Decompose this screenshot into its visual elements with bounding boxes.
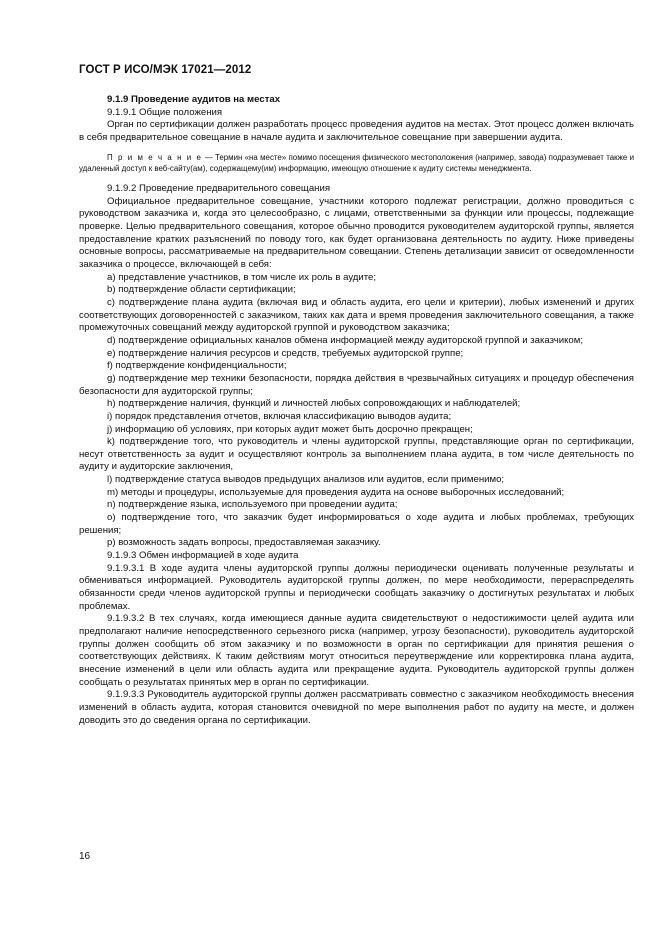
subsection-heading-9-1-9-3: 9.1.9.3 Обмен информацией в ходе аудита bbox=[107, 550, 299, 562]
list-item: j) информацию об условиях, при которых аудит может быть досрочно прекращен; bbox=[107, 423, 473, 435]
list-item: b) подтверждение области сертификации; bbox=[107, 284, 296, 296]
list-item: a) представление участников, в том числе их роль в аудите; bbox=[107, 271, 377, 283]
paragraph-9-1-9-3-3: 9.1.9.3.3 Руководитель аудиторской группы должен рассматривать совместно с заказчиком необходимость внесения изменений в область аудита, которая становится очевидной по мере выполнения работ по аудиту на месте, и должен доводить это до сведения органа по сертификации. bbox=[79, 689, 634, 726]
list-item: i) порядок представления отчетов, включая классификацию выводов аудита; bbox=[107, 410, 452, 422]
document-body bbox=[79, 94, 634, 727]
page-header: ГОСТ Р ИСО/МЭК 17021—2012 bbox=[79, 64, 252, 76]
list-item: f) подтверждение конфиденциальности; bbox=[107, 360, 287, 372]
list-item: c) подтверждение плана аудита (включая вид и область аудита, его цели и критерии), любых изменений и других соответствующих договоренностей с заказчиком, таких как дата и время проведения заключительного совещания, а также промежуточных совещаний между аудиторской группой и руководством заказчика; bbox=[79, 296, 634, 334]
note-label: П р и м е ч а н и е bbox=[107, 152, 203, 162]
list-item: h) подтверждение наличия, функций и личностей любых сопровождающих и наблюдателей; bbox=[107, 398, 521, 410]
list-item: e) подтверждение наличия ресурсов и средств, требуемых аудиторской группе; bbox=[107, 347, 464, 359]
paragraph-9-1-9-3-1: 9.1.9.3.1 В ходе аудита члены аудиторской группы должны периодически оценивать полученные результаты и обмениваться информацией. Руководитель аудиторской группы должен, по мере необходимости, перераспределять обязанности среди членов аудиторской группы и периодически сообщать заказчику о достигнутых результатах и любых проблемах. bbox=[79, 562, 634, 612]
list-item: m) методы и процедуры, используемые для проведения аудита на основе выборочных исследований; bbox=[107, 486, 565, 498]
list-item: l) подтверждение статуса выводов предыдущих анализов или аудитов, если применимо; bbox=[107, 474, 505, 486]
section-heading-9-1-9: 9.1.9 Проведение аудитов на местах bbox=[107, 94, 281, 105]
subsection-heading-9-1-9-2: 9.1.9.2 Проведение предварительного совещания bbox=[107, 183, 331, 195]
list-item: g) подтверждение мер техники безопасности, порядка действия в чрезвычайных ситуациях и процедур обеспечения безопасности для аудиторской группы; bbox=[79, 372, 634, 397]
list-item: n) подтверждение языка, используемого при проведении аудита; bbox=[107, 499, 398, 511]
note-text: — Термин «на месте» помимо посещения физического местоположения (например, завода) подразумевает также и удаленный доступ к веб-сайту(ам), содержащему(им) информацию, имеющую отношение к аудиту системы менеджмента. bbox=[79, 152, 634, 173]
paragraph-9-1-9-3-2: 9.1.9.3.2 В тех случаях, когда имеющиеся данные аудита свидетельствуют о недостижимости целей аудита или предполагают наличие непосредственного серьезного риска (например, угрозу безопасности), руководитель аудиторской группы должен сообщить об этом заказчику и по возможности в орган по сертификации для принятия решения о соответствующих действиях. К таким действиям могут относиться переутверждение или корректировка плана аудита, внесение изменений в цели или область аудита или прекращение аудита. Руководитель аудиторской группы должен сообщать о результатах принятых мер в орган по сертификации. bbox=[79, 613, 634, 688]
paragraph-general: Орган по сертификации должен разработать процесс проведения аудитов на местах. Этот процесс должен включать в себя предварительное совещание в начале аудита и заключительное совещание при завершении аудита. bbox=[79, 119, 634, 143]
list-item: p) возможность задать вопросы, предоставляемая заказчику. bbox=[107, 537, 381, 549]
paragraph-opening-meeting: Официальное предварительное совещание, участники которого подлежат регистрации, должно проводиться с руководством заказчика и, когда это целесообразно, с лицами, ответственными за функции или процессы, подлежащие проверке. Целью предварительного совещания, которое обычно проводится руководителем аудиторской группы, является предоставление кратких разъяснений по поводу того, как будет организована деятельность по аудиту. Ниже приведены основные вопросы, рассматриваемые на предварительном совещании. Степень детализации зависит от осведомленности заказчика о процессе, включающей в себя: bbox=[79, 195, 634, 270]
list-item: o) подтверждение того, что заказчик будет информироваться о ходе аудита и любых проблемах, требующих решения; bbox=[79, 512, 634, 536]
list-item: d) подтверждение официальных каналов обмена информацией между аудиторской группой и заказчиком; bbox=[107, 334, 583, 346]
page-number: 16 bbox=[79, 851, 91, 862]
list-item: k) подтверждение того, что руководитель и члены аудиторской группы, представляющие орган по сертификации, несут ответственность за аудит и осуществляют контроль за выполнением плана аудита, в том числе деятельность по аудиту и аудиторские заключения, bbox=[79, 436, 634, 473]
subsection-heading-9-1-9-1: 9.1.9.1 Общие положения bbox=[107, 106, 223, 118]
note bbox=[79, 152, 634, 174]
